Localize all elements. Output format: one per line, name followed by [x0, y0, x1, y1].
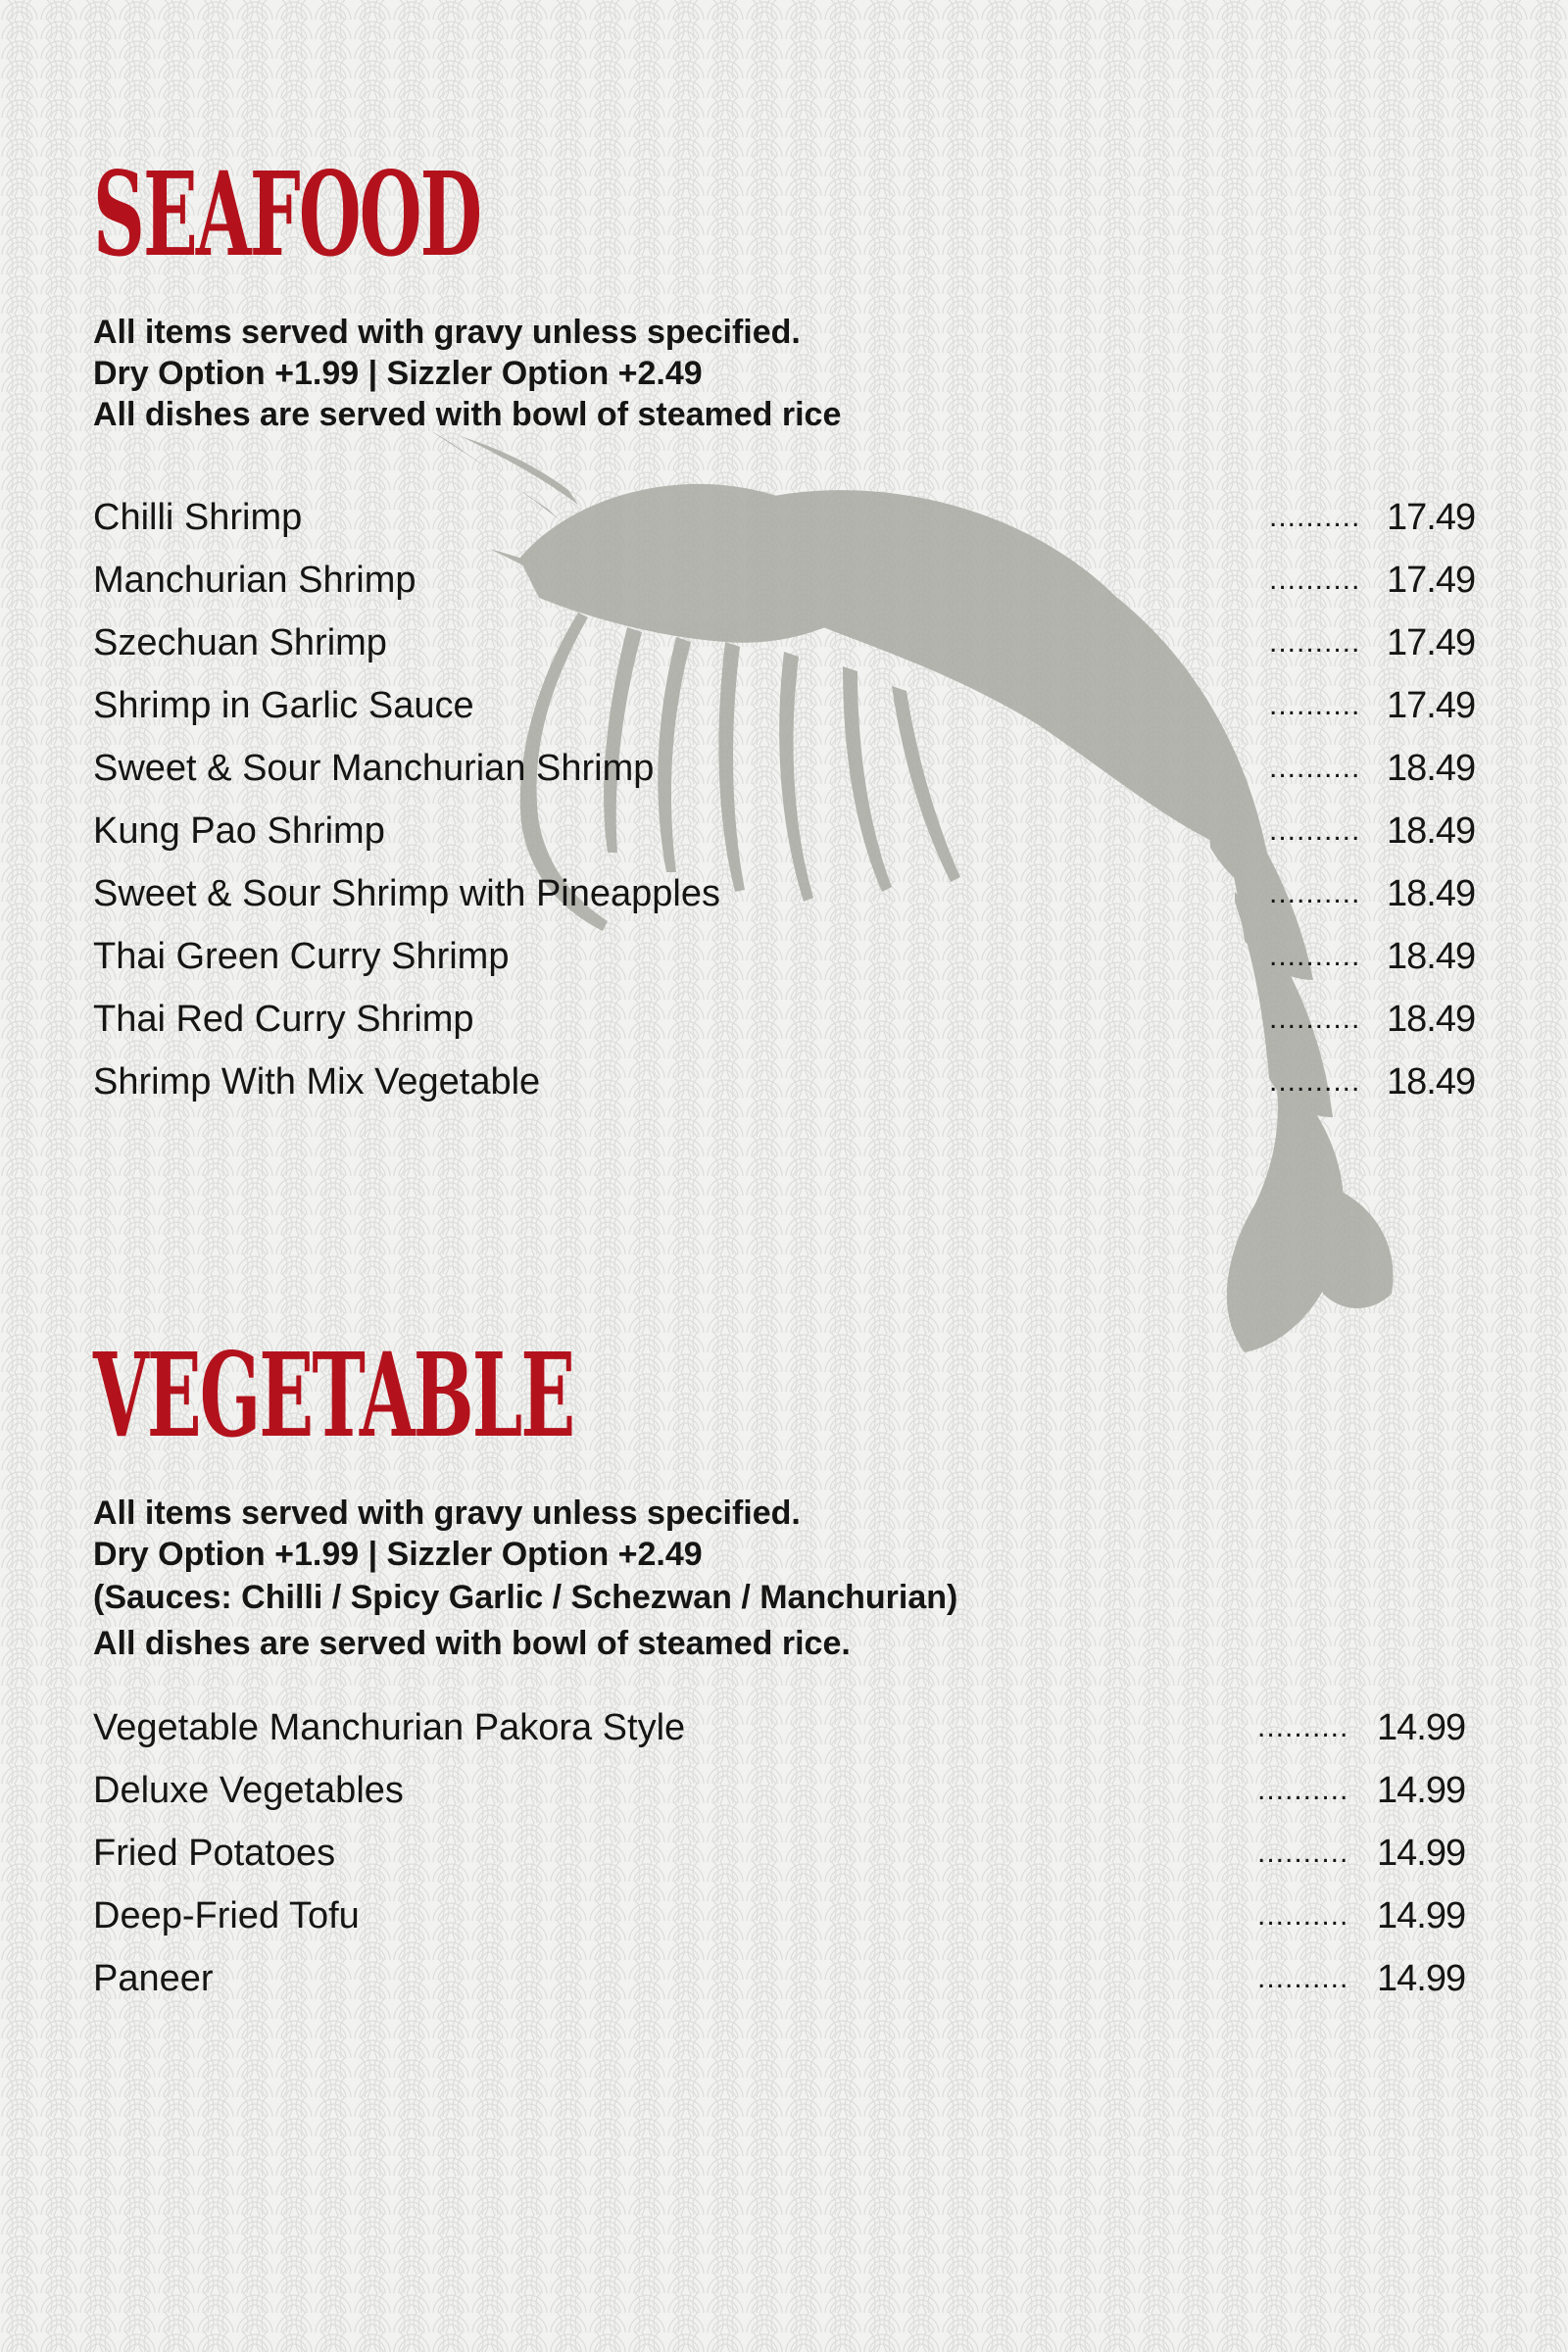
vegetable-note: All items served with gravy unless specified.: [93, 1494, 801, 1532]
vegetable-item-list: [93, 1696, 1485, 2010]
item-leader-dots: ..........: [1257, 1774, 1349, 1806]
seafood-note: Dry Option +1.99 | Sizzler Option +2.49: [93, 355, 703, 392]
item-price: 18.49: [1387, 873, 1476, 914]
menu-item: [93, 1759, 1485, 1822]
item-name: Fried Potatoes: [93, 1833, 336, 1874]
seafood-note: All dishes are served with bowl of steamed rice: [93, 396, 842, 433]
item-price: 17.49: [1387, 622, 1476, 663]
item-leader-dots: ..........: [1269, 626, 1361, 659]
vegetable-note: Dry Option +1.99 | Sizzler Option +2.49: [93, 1536, 703, 1573]
menu-item: [93, 486, 1485, 549]
seafood-section: [93, 146, 1485, 1113]
item-name: Kung Pao Shrimp: [93, 810, 385, 852]
item-price: 17.49: [1387, 685, 1476, 726]
vegetable-section: [93, 1327, 1485, 2010]
item-name: Paneer: [93, 1958, 214, 1999]
item-leader-dots: ..........: [1257, 1711, 1349, 1743]
item-price: 18.49: [1387, 999, 1476, 1040]
vegetable-note: (Sauces: Chilli / Spicy Garlic / Schezwan / Manchurian): [93, 1579, 958, 1616]
item-price: 14.99: [1377, 1958, 1466, 1999]
menu-item: [93, 862, 1485, 925]
item-name: Deep-Fried Tofu: [93, 1895, 360, 1936]
item-price: 14.99: [1377, 1895, 1466, 1936]
item-leader-dots: ..........: [1269, 501, 1361, 533]
menu-item: [93, 800, 1485, 862]
menu-item: [93, 1051, 1485, 1113]
menu-item: [93, 674, 1485, 737]
seafood-heading: SEAFOOD: [93, 146, 481, 282]
item-name: Thai Red Curry Shrimp: [93, 999, 474, 1040]
item-name: Chilli Shrimp: [93, 497, 303, 538]
item-price: 18.49: [1387, 810, 1476, 852]
item-price: 18.49: [1387, 936, 1476, 977]
item-name: Szechuan Shrimp: [93, 622, 387, 663]
item-price: 17.49: [1387, 497, 1476, 538]
menu-item: [93, 925, 1485, 988]
item-name: Shrimp With Mix Vegetable: [93, 1061, 541, 1102]
item-price: 17.49: [1387, 560, 1476, 601]
item-leader-dots: ..........: [1257, 1837, 1349, 1869]
item-leader-dots: ..........: [1269, 689, 1361, 721]
menu-item: [93, 1822, 1485, 1885]
item-name: Thai Green Curry Shrimp: [93, 936, 510, 977]
item-price: 14.99: [1377, 1833, 1466, 1874]
item-leader-dots: ..........: [1269, 814, 1361, 847]
item-price: 18.49: [1387, 748, 1476, 789]
item-leader-dots: ..........: [1269, 752, 1361, 784]
vegetable-note: All dishes are served with bowl of steamed rice.: [93, 1625, 851, 1662]
menu-item: [93, 737, 1485, 800]
item-name: Vegetable Manchurian Pakora Style: [93, 1707, 686, 1748]
menu-item: [93, 1885, 1485, 1947]
item-price: 18.49: [1387, 1061, 1476, 1102]
item-name: Manchurian Shrimp: [93, 560, 416, 601]
seafood-notes: [93, 312, 1485, 435]
menu-item: [93, 549, 1485, 612]
menu-item: [93, 1696, 1485, 1759]
item-leader-dots: ..........: [1269, 1065, 1361, 1098]
vegetable-heading: VEGETABLE: [93, 1327, 574, 1463]
seafood-note: All items served with gravy unless specified.: [93, 314, 801, 351]
item-name: Deluxe Vegetables: [93, 1770, 404, 1811]
item-name: Sweet & Sour Manchurian Shrimp: [93, 748, 655, 789]
item-name: Shrimp in Garlic Sauce: [93, 685, 474, 726]
menu-item: [93, 988, 1485, 1051]
item-price: 14.99: [1377, 1770, 1466, 1811]
vegetable-notes: [93, 1493, 1485, 1667]
item-price: 14.99: [1377, 1707, 1466, 1748]
item-leader-dots: ..........: [1257, 1962, 1349, 1994]
item-leader-dots: ..........: [1269, 940, 1361, 972]
menu-item: [93, 612, 1485, 674]
item-leader-dots: ..........: [1269, 564, 1361, 596]
seafood-item-list: [93, 486, 1485, 1113]
item-leader-dots: ..........: [1269, 1003, 1361, 1035]
item-leader-dots: ..........: [1269, 877, 1361, 909]
item-leader-dots: ..........: [1257, 1899, 1349, 1932]
menu-item: [93, 1947, 1485, 2010]
item-name: Sweet & Sour Shrimp with Pineapples: [93, 873, 720, 914]
